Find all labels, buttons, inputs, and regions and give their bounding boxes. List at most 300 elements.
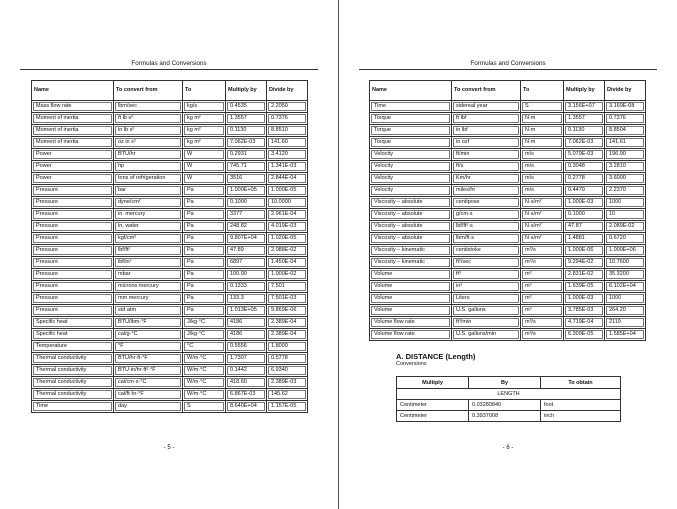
table-cell [183,137,226,149]
table-cell [370,293,452,305]
cell-text: 1000 [606,198,644,208]
table-cell [452,173,521,185]
cell-text: 5.079E-03 [565,150,603,160]
table-cell [114,137,183,149]
cell-text: m/s [522,174,562,184]
cell-text: 3.785E-03 [565,306,603,316]
cell-text: Pressure [33,294,112,304]
cell-text: Specific heat [33,330,112,340]
cell-text: 0.4470 [565,186,603,196]
cell-text: U.S. gallons [453,306,519,316]
table-body [370,101,646,341]
table-cell [452,257,521,269]
cell-text: Volume [371,294,450,304]
table-cell [370,101,452,113]
cell-text: N·m [522,114,562,124]
cell-text: ft²/sec [453,258,519,268]
table-row [32,317,308,329]
cell-text: 47.87 [565,222,603,232]
table-cell [521,293,564,305]
cell-text: kg m² [184,114,224,124]
table-row [370,305,646,317]
cell-text: J/kg·°C [184,330,224,340]
cell-text: 3377 [227,210,265,220]
cell-text: 745.71 [227,162,265,172]
table-row [370,257,646,269]
table-row [370,137,646,149]
cell-text: Mass flow rate [33,102,112,112]
table-cell [183,365,226,377]
cell-text: Thermal conductivity [33,390,112,400]
cell-text: in lb s² [115,126,181,136]
column-header: Divide by [605,81,646,101]
table-cell [605,209,646,221]
table-row [32,365,308,377]
column-header: To obtain [541,377,621,389]
table-cell [521,245,564,257]
table-cell [226,341,267,353]
table-cell [267,377,308,389]
table-cell [370,125,452,137]
table-cell [564,125,605,137]
table-cell [114,233,183,245]
cell-text: Pressure [33,210,112,220]
table-cell [267,293,308,305]
cell-text: 7.501 [268,282,306,292]
cell-text: S [184,402,224,412]
table-cell [267,185,308,197]
table-cell [226,305,267,317]
table-cell [564,149,605,161]
cell-text: Viscosity – absolute [371,210,450,220]
cell-text: Moment of inertia [33,114,112,124]
cell-text: ft/min [453,150,519,160]
cell-text: Temperature [33,342,112,352]
table-cell [370,329,452,341]
cell-text: 6.9340 [268,366,306,376]
table-cell [267,389,308,401]
cell-text: BTU/hr·ft·°F [115,354,181,364]
table-cell: inch [541,411,621,422]
table-row [370,101,646,113]
cell-text: 3.169E-08 [606,102,644,112]
cell-text: g/cm·s [453,210,519,220]
cell-text: 1.7307 [227,354,265,364]
table-cell [521,209,564,221]
table-cell [267,281,308,293]
cell-text: 47.89 [227,246,265,256]
cell-text: 0.1333 [227,282,265,292]
table-cell [226,365,267,377]
table-row [370,317,646,329]
cell-text: N·s/m² [522,222,562,232]
table-cell [452,329,521,341]
cell-text: Pa [184,258,224,268]
table-cell [564,329,605,341]
cell-text: Liters [453,294,519,304]
cell-text: N·s/m² [522,210,562,220]
cell-text: 1000 [606,294,644,304]
table-cell [521,317,564,329]
cell-text: 1.585E+04 [606,330,644,340]
cell-text: W/m·°C [184,390,224,400]
table-row [32,377,308,389]
table-cell [452,125,521,137]
table-row [370,161,646,173]
cell-text: m²/s [522,246,562,256]
table-cell [32,137,114,149]
cell-text: 2119 [606,318,644,328]
cell-text: 2.844E-04 [268,174,306,184]
table-cell [605,125,646,137]
cell-text: kg/s [184,102,224,112]
table-row [32,245,308,257]
column-header: To [521,81,564,101]
table-cell [114,257,183,269]
column-header: By [469,377,541,389]
cell-text: Volume flow rate [371,318,450,328]
cell-text: 1.000E-02 [268,270,306,280]
cell-text: 6897 [227,258,265,268]
table-row [32,149,308,161]
table-row [32,281,308,293]
table-cell [521,305,564,317]
cell-text: Pa [184,186,224,196]
page-number: - 5 - [163,445,175,451]
table-cell [521,233,564,245]
cell-text: °C [184,342,224,352]
table-cell [452,317,521,329]
table-row [32,341,308,353]
cell-text: Pressure [33,306,112,316]
cell-text: Viscosity – absolute [371,234,450,244]
table-cell [267,149,308,161]
table-row [370,149,646,161]
table-cell [605,173,646,185]
column-header: To convert from [452,81,521,101]
cell-text: Pa [184,282,224,292]
table-cell [114,185,183,197]
table-body [32,101,308,413]
cell-text: °F [115,342,181,352]
table-cell: Centimeter [397,411,469,422]
table-cell [32,341,114,353]
table-cell [267,341,308,353]
table-cell [226,353,267,365]
table-cell [183,269,226,281]
conversion-table-right [369,80,646,341]
table-cell [605,221,646,233]
cell-text: 2.389E-04 [268,330,306,340]
group-row [397,389,621,400]
table-cell [267,353,308,365]
table-row [32,305,308,317]
table-cell: foot [541,400,621,411]
column-header: Name [32,81,114,101]
cell-text: sidereal year [453,102,519,112]
table-cell [183,161,226,173]
cell-text: 9.869E-06 [268,306,306,316]
table-cell [183,173,226,185]
table-cell [226,161,267,173]
table-cell [183,197,226,209]
table-cell [114,317,183,329]
cell-text: Velocity [371,162,450,172]
cell-text: Pressure [33,222,112,232]
cell-text: 4.019E-03 [268,222,306,232]
table-cell [564,221,605,233]
cell-text: W [184,174,224,184]
table-row [32,401,308,413]
table-cell [183,353,226,365]
cell-text: 0.1130 [565,126,603,136]
cell-text: lbf/ft² [115,246,181,256]
cell-text: dyne/cm² [115,198,181,208]
cell-text: 8.8504 [606,126,644,136]
cell-text: Viscosity – kinematic [371,258,450,268]
table-cell [370,197,452,209]
cell-text: U.S. gallons/min [453,330,519,340]
cell-text: 0.7376 [606,114,644,124]
table-row [32,329,308,341]
cell-text: m³ [522,270,562,280]
cell-text: Moment of inertia [33,126,112,136]
table-row [370,113,646,125]
cell-text: 4.719E-04 [565,318,603,328]
table-cell: 0.03280840 [469,400,541,411]
cell-text: 0.2931 [227,150,265,160]
cell-text: kg m² [184,126,224,136]
table-cell [452,233,521,245]
table-cell [452,149,521,161]
cell-text: in lbf [453,126,519,136]
cell-text: bar [115,186,181,196]
table-cell [267,137,308,149]
table-cell [452,101,521,113]
cell-text: in ozf [453,138,519,148]
cell-text: 1.341E-03 [268,162,306,172]
table-cell [521,125,564,137]
table-cell [226,221,267,233]
cell-text: Viscosity – absolute [371,222,450,232]
table-cell [370,161,452,173]
section-title: A. DISTANCE (Length) [396,352,476,361]
column-header: Multiply [397,377,469,389]
table-cell [564,173,605,185]
cell-text: Pa [184,306,224,316]
table-cell [226,149,267,161]
table-cell [605,269,646,281]
cell-text: Moment of inertia [33,138,112,148]
cell-text: 1.000E+05 [227,186,265,196]
page-header: Formulas and Conversions [470,60,546,67]
cell-text: W [184,162,224,172]
cell-text: 10.0000 [268,198,306,208]
table-row [32,113,308,125]
cell-text: N·m [522,138,562,148]
table-cell [226,137,267,149]
cell-text: 2.2050 [268,102,306,112]
table-cell [32,401,114,413]
cell-text: 8.640E+04 [227,402,265,412]
table-cell [183,149,226,161]
cell-text: 4186 [227,330,265,340]
cell-text: Pressure [33,270,112,280]
table-cell [226,257,267,269]
table-cell [226,317,267,329]
table-row [32,161,308,173]
table-row [370,125,646,137]
page-header: Formulas and Conversions [131,60,207,67]
table-row [397,411,621,422]
table-cell [370,233,452,245]
cell-text: 0.2778 [565,174,603,184]
cell-text: Thermal conductivity [33,378,112,388]
table-cell [521,257,564,269]
table-cell [32,281,114,293]
table-cell [32,317,114,329]
table-cell [32,149,114,161]
table-cell [183,317,226,329]
table-cell [564,233,605,245]
table-cell [605,161,646,173]
table-row [370,233,646,245]
table-cell [267,221,308,233]
table-cell [183,341,226,353]
table-row [370,245,646,257]
table-cell [521,185,564,197]
table-cell [114,305,183,317]
table-row [370,209,646,221]
table-cell [183,281,226,293]
cell-text: lbf/ft²·s [453,222,519,232]
table-cell [183,233,226,245]
cell-text: 2.088E-02 [268,246,306,256]
table-row [32,221,308,233]
cell-text: ft/s [453,162,519,172]
table-cell [605,257,646,269]
cell-text: 1.020E-05 [268,234,306,244]
table-cell [370,221,452,233]
cell-text: N·m [522,126,562,136]
table-cell [605,149,646,161]
cell-text: Torque [371,114,450,124]
table-cell [452,197,521,209]
table-cell [32,233,114,245]
table-cell [564,317,605,329]
table-cell [521,329,564,341]
table-cell [183,377,226,389]
cell-text: 10 [606,210,644,220]
cell-text: day [115,402,181,412]
cell-text: 141.60 [268,138,306,148]
cell-text: 1.4881 [565,234,603,244]
cell-text: Velocity [371,174,450,184]
cell-text: in. water [115,222,181,232]
table-cell [452,209,521,221]
table-cell [605,293,646,305]
cell-text: 0.1000 [227,198,265,208]
cell-text: 3.156E+07 [565,102,603,112]
column-header: Divide by [267,81,308,101]
table-cell [564,257,605,269]
cell-text: BTU/hr [115,150,181,160]
cell-text: 9.294E-02 [565,258,603,268]
table-cell [114,149,183,161]
cell-text: Pa [184,210,224,220]
table-row [370,221,646,233]
table-cell [564,101,605,113]
table-cell [452,137,521,149]
cell-text: Time [33,402,112,412]
cell-text: 9.807E+04 [227,234,265,244]
cell-text: N·s/m² [522,234,562,244]
table-cell [521,161,564,173]
cell-text: 133.3 [227,294,265,304]
cell-text: 100.00 [227,270,265,280]
cell-text: Pressure [33,246,112,256]
cell-text: 1.000E-06 [565,246,603,256]
cell-text: Thermal conductivity [33,366,112,376]
page-number: - 6 - [502,445,514,451]
table-row [32,197,308,209]
table-cell [32,113,114,125]
cell-text: 264.20 [606,306,644,316]
table-header-row [32,81,308,101]
table-row [370,293,646,305]
table-cell [114,353,183,365]
cell-text: mbar [115,270,181,280]
cell-text: Torque [371,138,450,148]
table-cell [605,317,646,329]
cell-text: Viscosity – absolute [371,198,450,208]
cell-text: kg m² [184,138,224,148]
cell-text: 145.62 [268,390,306,400]
cell-text: ft lbf [453,114,519,124]
cell-text: m/s [522,186,562,196]
cell-text: 2.089E-02 [606,222,644,232]
table-cell [32,377,114,389]
table-cell [267,365,308,377]
table-cell [183,209,226,221]
cell-text: 7.062E-03 [565,138,603,148]
table-cell [114,245,183,257]
cell-text: microns mercury [115,282,181,292]
table-header-row [370,81,646,101]
table-cell [183,293,226,305]
table-cell [183,389,226,401]
header-rule [20,69,318,70]
cell-text: 0.7376 [268,114,306,124]
table-cell [32,209,114,221]
cell-text: Thermal conductivity [33,354,112,364]
cell-text: in. mercury [115,210,181,220]
cell-text: 3516 [227,174,265,184]
table-cell [114,365,183,377]
cell-text: 2.389E-03 [268,378,306,388]
table-row [32,101,308,113]
table-cell [521,221,564,233]
table-cell [114,293,183,305]
table-cell [226,245,267,257]
table-cell [452,293,521,305]
section-subtitle: Conversions [396,361,427,367]
table-cell [32,197,114,209]
cell-text: 1.000E-03 [565,198,603,208]
table-cell [114,161,183,173]
table-row [32,353,308,365]
column-header: To convert from [114,81,183,101]
